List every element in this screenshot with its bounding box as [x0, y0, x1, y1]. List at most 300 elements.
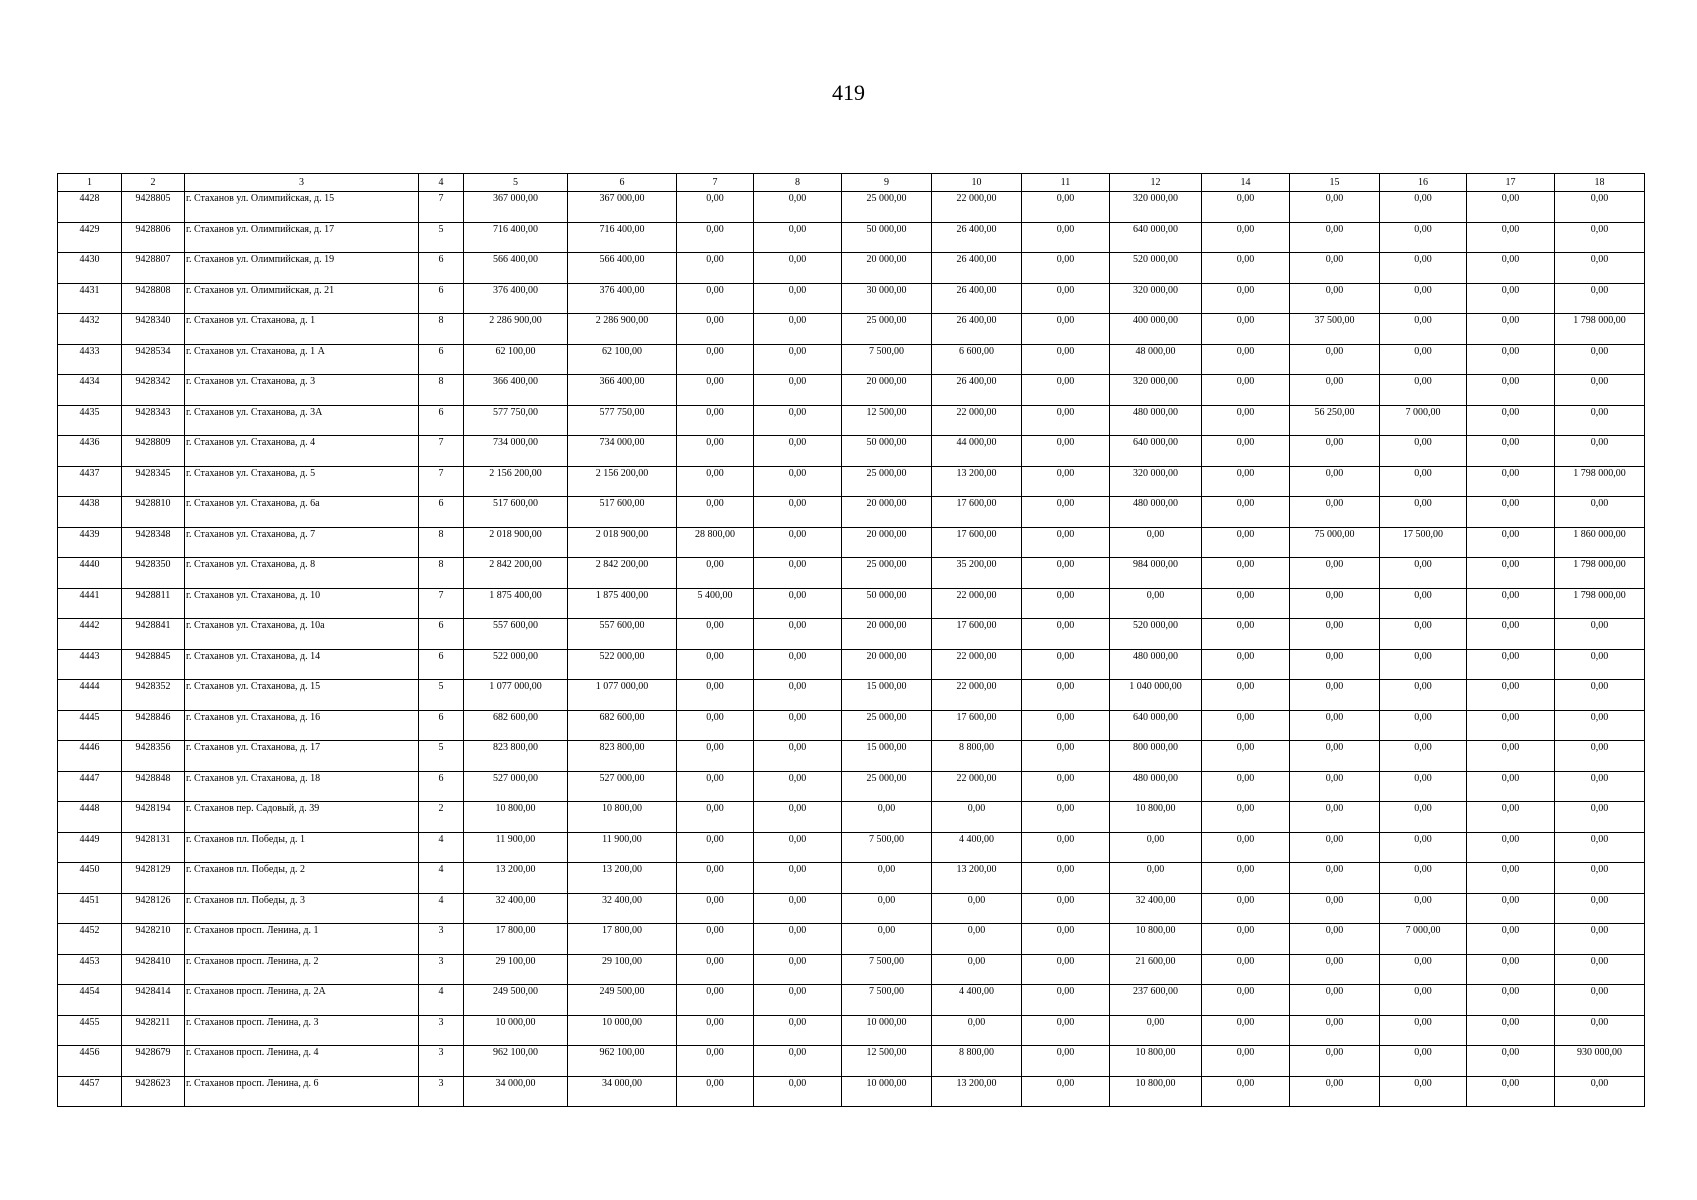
table-cell: 237 600,00 [1110, 985, 1202, 1016]
table-cell: 0,00 [1022, 436, 1110, 467]
table-cell: 50 000,00 [842, 222, 932, 253]
table-cell: 25 000,00 [842, 192, 932, 223]
table-cell: 640 000,00 [1110, 710, 1202, 741]
table-cell: 0,00 [754, 954, 842, 985]
table-cell: 7 500,00 [842, 954, 932, 985]
table-cell: 28 800,00 [677, 527, 754, 558]
table-cell: 0,00 [754, 344, 842, 375]
table-cell: 13 200,00 [568, 863, 677, 894]
table-cell: 0,00 [677, 710, 754, 741]
table-cell: г. Стаханов ул. Стаханова, д. 18 [185, 771, 419, 802]
table-cell: 0,00 [1202, 222, 1290, 253]
table-cell: 26 400,00 [932, 283, 1022, 314]
table-cell: 0,00 [1022, 680, 1110, 711]
table-cell: 0,00 [1555, 405, 1645, 436]
data-table [57, 173, 1645, 1107]
table-cell: 0,00 [1555, 710, 1645, 741]
table-cell: 0,00 [1022, 924, 1110, 955]
table-cell: 22 000,00 [932, 771, 1022, 802]
table-cell: 0,00 [1290, 802, 1380, 833]
table-cell: 0,00 [1022, 1015, 1110, 1046]
table-cell: 0,00 [1380, 649, 1467, 680]
table-cell: 0,00 [1290, 222, 1380, 253]
column-header: 5 [464, 174, 568, 192]
table-cell: 0,00 [677, 314, 754, 345]
table-cell: 0,00 [754, 405, 842, 436]
table-cell: 6 [419, 710, 464, 741]
table-cell: 4 [419, 985, 464, 1016]
table-cell: 4434 [58, 375, 122, 406]
table-cell: 716 400,00 [464, 222, 568, 253]
table-body [58, 192, 1645, 1107]
table-cell: 26 400,00 [932, 314, 1022, 345]
table-cell: 29 100,00 [568, 954, 677, 985]
table-cell: 0,00 [1022, 649, 1110, 680]
table-cell: 0,00 [1202, 1046, 1290, 1077]
table-cell: 0,00 [1555, 893, 1645, 924]
table-cell: 520 000,00 [1110, 253, 1202, 284]
table-cell: 320 000,00 [1110, 375, 1202, 406]
table-row [58, 710, 1645, 741]
table-cell: 0,00 [677, 344, 754, 375]
table-cell: 0,00 [1380, 832, 1467, 863]
table-cell: 4432 [58, 314, 122, 345]
table-cell: 0,00 [677, 832, 754, 863]
table-cell: 12 500,00 [842, 405, 932, 436]
table-cell: 0,00 [754, 1015, 842, 1046]
table-cell: 25 000,00 [842, 466, 932, 497]
table-cell: 0,00 [677, 954, 754, 985]
table-cell: 0,00 [1022, 283, 1110, 314]
table-cell: 0,00 [1290, 985, 1380, 1016]
table-cell: 4 [419, 832, 464, 863]
table-cell: 930 000,00 [1555, 1046, 1645, 1077]
table-cell: 0,00 [1022, 741, 1110, 772]
table-row [58, 741, 1645, 772]
table-row [58, 771, 1645, 802]
table-cell: 6 [419, 771, 464, 802]
table-cell: 0,00 [1290, 375, 1380, 406]
table-cell: 0,00 [1555, 1015, 1645, 1046]
table-cell: 4440 [58, 558, 122, 589]
table-cell: 50 000,00 [842, 436, 932, 467]
table-cell: 962 100,00 [464, 1046, 568, 1077]
table-cell: 0,00 [754, 649, 842, 680]
table-cell: 0,00 [1555, 863, 1645, 894]
table-cell: 2 156 200,00 [568, 466, 677, 497]
table-cell: 6 600,00 [932, 344, 1022, 375]
table-cell: 0,00 [1467, 1046, 1555, 1077]
table-cell: 249 500,00 [464, 985, 568, 1016]
table-cell: 0,00 [1467, 283, 1555, 314]
table-cell: 0,00 [1467, 1076, 1555, 1107]
table-cell: 0,00 [1022, 1076, 1110, 1107]
table-cell: 4431 [58, 283, 122, 314]
table-cell: 517 600,00 [464, 497, 568, 528]
table-row [58, 192, 1645, 223]
table-cell: 0,00 [754, 253, 842, 284]
table-cell: 0,00 [754, 497, 842, 528]
table-cell: 4455 [58, 1015, 122, 1046]
table-cell: 11 900,00 [568, 832, 677, 863]
table-cell: 4438 [58, 497, 122, 528]
table-cell: 0,00 [754, 680, 842, 711]
table-cell: 7 [419, 588, 464, 619]
table-row [58, 222, 1645, 253]
table-cell: 0,00 [677, 497, 754, 528]
table-cell: 0,00 [677, 619, 754, 650]
table-cell: 62 100,00 [568, 344, 677, 375]
table-cell: 9428845 [122, 649, 185, 680]
table-cell: 0,00 [754, 1046, 842, 1077]
table-cell: 5 [419, 222, 464, 253]
table-row [58, 619, 1645, 650]
table-cell: 10 000,00 [568, 1015, 677, 1046]
table-cell: 22 000,00 [932, 588, 1022, 619]
table-cell: 0,00 [932, 802, 1022, 833]
table-cell: 4439 [58, 527, 122, 558]
table-row [58, 283, 1645, 314]
table-cell: 0,00 [1555, 344, 1645, 375]
table-cell: 0,00 [1202, 527, 1290, 558]
table-cell: 9428623 [122, 1076, 185, 1107]
column-header: 1 [58, 174, 122, 192]
table-cell: 9428534 [122, 344, 185, 375]
table-cell: 0,00 [754, 466, 842, 497]
table-cell: 9428352 [122, 680, 185, 711]
table-cell: 3 [419, 1015, 464, 1046]
table-cell: 9428806 [122, 222, 185, 253]
column-header: 3 [185, 174, 419, 192]
table-cell: 0,00 [1202, 863, 1290, 894]
table-cell: 2 018 900,00 [464, 527, 568, 558]
table-cell: 0,00 [1202, 314, 1290, 345]
table-cell: 0,00 [842, 802, 932, 833]
table-cell: 0,00 [1467, 1015, 1555, 1046]
table-cell: 10 000,00 [464, 1015, 568, 1046]
column-header: 15 [1290, 174, 1380, 192]
table-cell: 2 842 200,00 [568, 558, 677, 589]
table-cell: 0,00 [677, 649, 754, 680]
table-row [58, 527, 1645, 558]
table-cell: г. Стаханов просп. Ленина, д. 1 [185, 924, 419, 955]
table-cell: 0,00 [1467, 527, 1555, 558]
table-row [58, 863, 1645, 894]
table-cell: 9428131 [122, 832, 185, 863]
table-cell: 0,00 [1022, 710, 1110, 741]
table-cell: 0,00 [1467, 466, 1555, 497]
table-cell: 0,00 [754, 863, 842, 894]
table-cell: 0,00 [1467, 741, 1555, 772]
table-cell: 4441 [58, 588, 122, 619]
table-cell: 0,00 [1380, 314, 1467, 345]
table-cell: 22 000,00 [932, 649, 1022, 680]
table-cell: 4452 [58, 924, 122, 955]
table-cell: 376 400,00 [464, 283, 568, 314]
table-cell: 12 500,00 [842, 1046, 932, 1077]
table-cell: 44 000,00 [932, 436, 1022, 467]
table-cell: 0,00 [1290, 466, 1380, 497]
table-cell: 1 077 000,00 [464, 680, 568, 711]
table-cell: 0,00 [1202, 680, 1290, 711]
table-cell: 9428342 [122, 375, 185, 406]
column-header: 8 [754, 174, 842, 192]
table-cell: 0,00 [1467, 863, 1555, 894]
table-row [58, 558, 1645, 589]
table-cell: г. Стаханов ул. Олимпийская, д. 15 [185, 192, 419, 223]
table-cell: 13 200,00 [464, 863, 568, 894]
table-cell: 1 798 000,00 [1555, 466, 1645, 497]
table-cell: 9428848 [122, 771, 185, 802]
table-cell: 9428350 [122, 558, 185, 589]
table-cell: 17 600,00 [932, 619, 1022, 650]
table-cell: 4443 [58, 649, 122, 680]
table-cell: 9428841 [122, 619, 185, 650]
table-cell: 0,00 [1022, 985, 1110, 1016]
table-cell: 0,00 [1555, 741, 1645, 772]
table-cell: 0,00 [1202, 344, 1290, 375]
table-cell: 0,00 [1380, 253, 1467, 284]
table-cell: 0,00 [1467, 253, 1555, 284]
table-row [58, 1046, 1645, 1077]
table-cell: 0,00 [677, 436, 754, 467]
table-cell: 2 286 900,00 [568, 314, 677, 345]
table-cell: 0,00 [1290, 924, 1380, 955]
table-cell: 962 100,00 [568, 1046, 677, 1077]
table-header [58, 174, 1645, 192]
table-cell: г. Стаханов ул. Стаханова, д. 7 [185, 527, 419, 558]
table-cell: 4449 [58, 832, 122, 863]
table-cell: 0,00 [1202, 985, 1290, 1016]
table-cell: 800 000,00 [1110, 741, 1202, 772]
table-cell: 25 000,00 [842, 710, 932, 741]
table-cell: 25 000,00 [842, 558, 932, 589]
table-cell: 0,00 [1555, 649, 1645, 680]
table-cell: 0,00 [1290, 497, 1380, 528]
table-cell: 8 [419, 558, 464, 589]
table-cell: 0,00 [677, 924, 754, 955]
table-cell: 4 400,00 [932, 832, 1022, 863]
table-cell: 0,00 [1110, 863, 1202, 894]
table-cell: 4429 [58, 222, 122, 253]
table-cell: 0,00 [1202, 710, 1290, 741]
table-cell: 29 100,00 [464, 954, 568, 985]
table-cell: 0,00 [1022, 863, 1110, 894]
table-cell: 0,00 [754, 619, 842, 650]
table-cell: 10 000,00 [842, 1015, 932, 1046]
table-cell: 7 000,00 [1380, 405, 1467, 436]
table-cell: 9428410 [122, 954, 185, 985]
table-row [58, 893, 1645, 924]
table-cell: 0,00 [1467, 497, 1555, 528]
table-cell: 0,00 [1380, 375, 1467, 406]
table-cell: 0,00 [754, 985, 842, 1016]
table-cell: 2 286 900,00 [464, 314, 568, 345]
table-cell: 0,00 [1467, 710, 1555, 741]
table-cell: 11 900,00 [464, 832, 568, 863]
table-cell: 0,00 [1380, 1046, 1467, 1077]
table-cell: 0,00 [1555, 985, 1645, 1016]
table-cell: г. Стаханов ул. Стаханова, д. 5 [185, 466, 419, 497]
table-cell: 0,00 [1380, 344, 1467, 375]
table-cell: 9428679 [122, 1046, 185, 1077]
table-cell: 17 800,00 [464, 924, 568, 955]
table-cell: 0,00 [754, 375, 842, 406]
table-cell: 0,00 [1555, 619, 1645, 650]
table-cell: 0,00 [677, 222, 754, 253]
table-cell: 0,00 [1380, 1076, 1467, 1107]
table-cell: 30 000,00 [842, 283, 932, 314]
table-cell: 1 860 000,00 [1555, 527, 1645, 558]
table-cell: 367 000,00 [464, 192, 568, 223]
table-cell: 823 800,00 [568, 741, 677, 772]
table-cell: 4 [419, 863, 464, 894]
table-cell: 0,00 [1022, 222, 1110, 253]
table-cell: 0,00 [754, 1076, 842, 1107]
table-cell: 0,00 [677, 802, 754, 833]
table-cell: 0,00 [1290, 558, 1380, 589]
table-cell: 0,00 [754, 192, 842, 223]
table-cell: 0,00 [754, 527, 842, 558]
table-cell: г. Стаханов ул. Олимпийская, д. 17 [185, 222, 419, 253]
table-cell: 4456 [58, 1046, 122, 1077]
table-row [58, 314, 1645, 345]
table-cell: 0,00 [1290, 863, 1380, 894]
table-cell: 4435 [58, 405, 122, 436]
table-cell: 0,00 [1022, 192, 1110, 223]
table-cell: 10 800,00 [568, 802, 677, 833]
table-cell: г. Стаханов ул. Стаханова, д. 3 [185, 375, 419, 406]
table-cell: г. Стаханов просп. Ленина, д. 2 [185, 954, 419, 985]
table-cell: 9428811 [122, 588, 185, 619]
table-cell: 35 200,00 [932, 558, 1022, 589]
table-cell: 0,00 [1022, 893, 1110, 924]
table-cell: 1 875 400,00 [568, 588, 677, 619]
table-cell: 8 [419, 314, 464, 345]
table-cell: 17 600,00 [932, 527, 1022, 558]
table-cell: 9428126 [122, 893, 185, 924]
table-cell: 75 000,00 [1290, 527, 1380, 558]
table-cell: 0,00 [677, 985, 754, 1016]
table-cell: 0,00 [1467, 680, 1555, 711]
table-cell: г. Стаханов ул. Стаханова, д. 1 А [185, 344, 419, 375]
table-cell: г. Стаханов пл. Победы, д. 1 [185, 832, 419, 863]
table-cell: 0,00 [1380, 741, 1467, 772]
table-cell: 15 000,00 [842, 741, 932, 772]
table-cell: 4448 [58, 802, 122, 833]
table-cell: 0,00 [1380, 1015, 1467, 1046]
table-cell: 0,00 [1202, 954, 1290, 985]
table-cell: 0,00 [1467, 405, 1555, 436]
page-number: 419 [832, 80, 865, 105]
table-cell: 367 000,00 [568, 192, 677, 223]
table-cell: 0,00 [1467, 893, 1555, 924]
table-cell: 0,00 [1290, 954, 1380, 985]
table-cell: 4442 [58, 619, 122, 650]
table-cell: 10 800,00 [1110, 802, 1202, 833]
table-cell: 0,00 [1290, 741, 1380, 772]
table-cell: 0,00 [1202, 771, 1290, 802]
table-cell: 10 800,00 [464, 802, 568, 833]
table-cell: 0,00 [754, 802, 842, 833]
table-cell: 2 842 200,00 [464, 558, 568, 589]
table-cell: 0,00 [1290, 588, 1380, 619]
table-cell: 0,00 [1380, 222, 1467, 253]
table-cell: 1 798 000,00 [1555, 314, 1645, 345]
table-cell: 22 000,00 [932, 405, 1022, 436]
table-cell: 0,00 [1467, 832, 1555, 863]
table-cell: 0,00 [1202, 649, 1290, 680]
table-cell: г. Стаханов ул. Стаханова, д. 14 [185, 649, 419, 680]
table-cell: 0,00 [1110, 588, 1202, 619]
table-cell: г. Стаханов ул. Стаханова, д. 17 [185, 741, 419, 772]
table-cell: 566 400,00 [568, 253, 677, 284]
table-cell: г. Стаханов ул. Стаханова, д. 8 [185, 558, 419, 589]
table-cell: 6 [419, 344, 464, 375]
table-cell: 3 [419, 954, 464, 985]
table-cell: 0,00 [1022, 253, 1110, 284]
table-row [58, 1015, 1645, 1046]
table-cell: 0,00 [1022, 344, 1110, 375]
table-cell: 0,00 [754, 710, 842, 741]
table-cell: 48 000,00 [1110, 344, 1202, 375]
table-cell: 9428356 [122, 741, 185, 772]
table-cell: 7 500,00 [842, 344, 932, 375]
table-cell: 0,00 [1290, 192, 1380, 223]
table-cell: 0,00 [1380, 588, 1467, 619]
table-cell: 0,00 [1555, 222, 1645, 253]
table-cell: 0,00 [677, 1076, 754, 1107]
table-cell: 0,00 [754, 924, 842, 955]
table-cell: 0,00 [677, 466, 754, 497]
table-cell: 17 500,00 [1380, 527, 1467, 558]
table-cell: 0,00 [1022, 771, 1110, 802]
table-cell: 17 600,00 [932, 710, 1022, 741]
table-cell: 4444 [58, 680, 122, 711]
table-cell: 0,00 [1290, 1046, 1380, 1077]
table-cell: 557 600,00 [464, 619, 568, 650]
table-cell: 0,00 [1022, 497, 1110, 528]
table-cell: 4447 [58, 771, 122, 802]
table-cell: г. Стаханов пл. Победы, д. 3 [185, 893, 419, 924]
table-cell: 320 000,00 [1110, 192, 1202, 223]
table-cell: 0,00 [1290, 893, 1380, 924]
table-cell: 0,00 [1022, 375, 1110, 406]
table-cell: 0,00 [1467, 619, 1555, 650]
table-cell: 22 000,00 [932, 680, 1022, 711]
table-cell: г. Стаханов ул. Олимпийская, д. 21 [185, 283, 419, 314]
table-cell: 984 000,00 [1110, 558, 1202, 589]
table-cell: 527 000,00 [464, 771, 568, 802]
table-cell: 0,00 [1555, 924, 1645, 955]
table-cell: г. Стаханов ул. Стаханова, д. 15 [185, 680, 419, 711]
table-cell: 0,00 [1467, 588, 1555, 619]
table-cell: 13 200,00 [932, 863, 1022, 894]
table-cell: 34 000,00 [464, 1076, 568, 1107]
table-cell: 0,00 [677, 375, 754, 406]
table-cell: 0,00 [1467, 222, 1555, 253]
table-cell: 0,00 [1467, 436, 1555, 467]
table-cell: 0,00 [1380, 436, 1467, 467]
table-cell: 5 400,00 [677, 588, 754, 619]
table-cell: 0,00 [1290, 344, 1380, 375]
table-cell: 4453 [58, 954, 122, 985]
table-cell: 0,00 [677, 253, 754, 284]
table-row [58, 924, 1645, 955]
table-row [58, 375, 1645, 406]
table-cell: 682 600,00 [464, 710, 568, 741]
table-cell: 0,00 [1380, 863, 1467, 894]
